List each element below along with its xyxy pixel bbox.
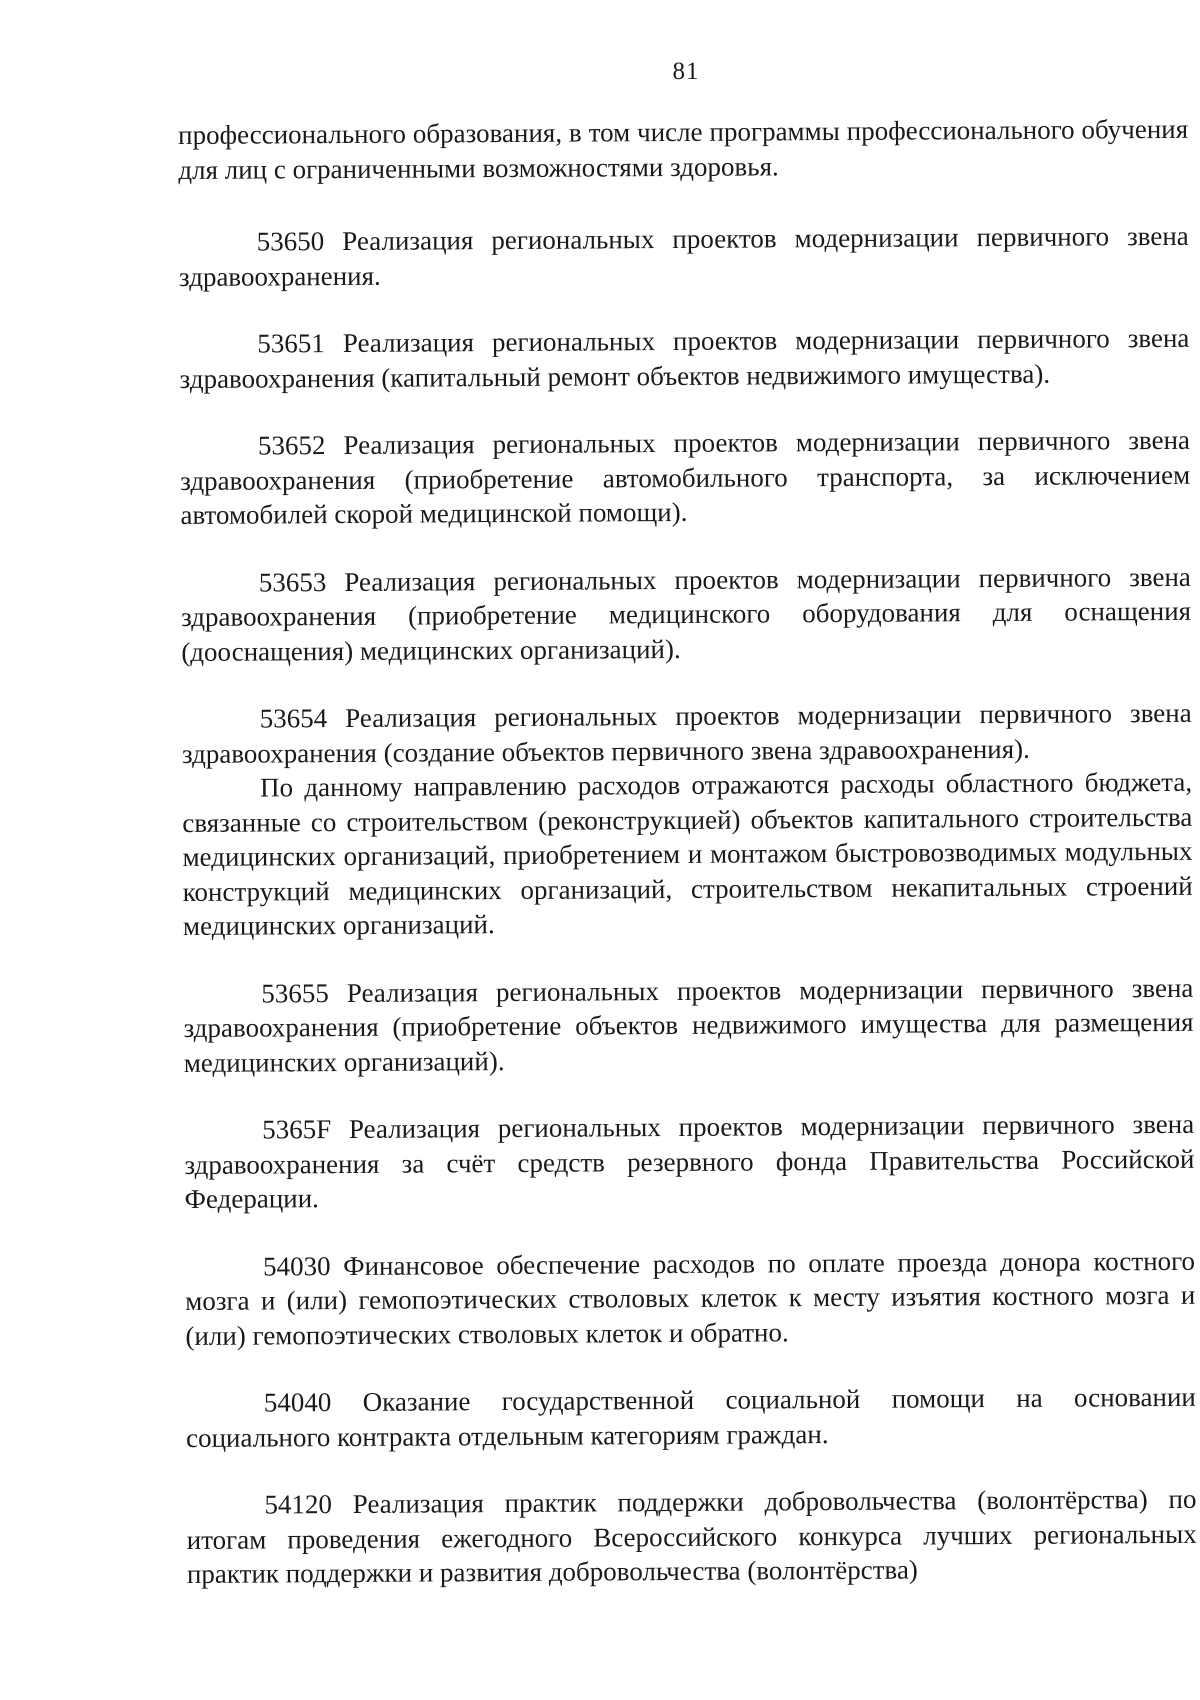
paragraph-54120: [186, 1482, 1197, 1592]
paragraph-54030: [185, 1243, 1196, 1353]
expense-code: 53650: [256, 226, 325, 257]
paragraph-53655: [183, 970, 1194, 1080]
paragraph-text: Реализация региональных проектов модернизации первичного звена здравоохранения.: [178, 220, 1189, 292]
paragraph-53651: [179, 321, 1189, 396]
paragraph-text: Финансовое обеспечение расходов по оплате проезда донора костного мозга и (или) гемопоэтических стволовых клеток к месту изъятия костного мозга и (или) гемопоэтических стволовых клеток и обратно.: [185, 1245, 1196, 1351]
paragraph-text: Реализация практик поддержки добровольчества (волонтёрства) по итогам проведения ежегодного Всероссийского конкурса лучших региональных практик поддержки и развития добровольчества (волонтёрства): [186, 1483, 1197, 1589]
paragraph-53654: [182, 696, 1192, 771]
paragraph-53650: [179, 219, 1189, 294]
paragraph-53654-description: [182, 765, 1193, 944]
paragraph-53652: [180, 423, 1191, 533]
expense-code: 54030: [262, 1250, 331, 1282]
paragraph-5365F: [184, 1107, 1195, 1217]
paragraph-text: Оказание государственной социальной помощи на основании социального контракта отдельным категориям граждан.: [185, 1381, 1196, 1453]
expense-code: 54040: [263, 1387, 332, 1418]
expense-code: 53653: [258, 566, 327, 598]
paragraph-text: Реализация региональных проектов модернизации первичного звена здравоохранения (приобретение медицинского оборудования для оснащения (дооснащения) медицинских организаций).: [180, 561, 1192, 667]
paragraph-text: Реализация региональных проектов модернизации первичного звена здравоохранения (приобретение автомобильного транспорта, за исключением автомобилей скорой медицинской помощи).: [180, 424, 1191, 530]
expense-code: 53654: [259, 703, 328, 734]
document-body: [178, 112, 1197, 1592]
expense-code: 53651: [257, 328, 325, 359]
paragraph-53653: [181, 559, 1192, 669]
expense-code: 5365F: [262, 1114, 332, 1145]
paragraph-text: Реализация региональных проектов модернизации первичного звена здравоохранения (капитальный ремонт объектов недвижимого имущества).: [179, 322, 1190, 394]
expense-code: 53652: [257, 430, 326, 461]
expense-code: 54120: [264, 1489, 333, 1520]
paragraph-54040: [186, 1380, 1196, 1455]
paragraph-text: профессионального образования, в том числе программы профессионального обучения для лиц с ограниченными возможностями здоровья.: [178, 113, 1189, 185]
paragraph-text: По данному направлению расходов отражаются расходы областного бюджета, связанные со строительством (реконструкцией) объектов капитального строительства медицинских организаций, приобретением и монтажом быстровозводимых модульных конструкций медицинских организаций, строительством некапитальных строений медицинских организаций.: [182, 766, 1193, 941]
paragraph-text: Реализация региональных проектов модернизации первичного звена здравоохранения за счёт средств резервного фонда Правительства Российской Федерации.: [184, 1108, 1195, 1214]
page-number: 81: [672, 58, 700, 85]
paragraph-continuation: [178, 112, 1188, 187]
paragraph-text: Реализация региональных проектов модернизации первичного звена здравоохранения (приобретение объектов недвижимого имущества для размещения медицинских организаций).: [183, 972, 1194, 1078]
paragraph-text: Реализация региональных проектов модернизации первичного звена здравоохранения (создание объектов первичного звена здравоохранения).: [181, 697, 1192, 769]
expense-code: 53655: [261, 977, 329, 1009]
